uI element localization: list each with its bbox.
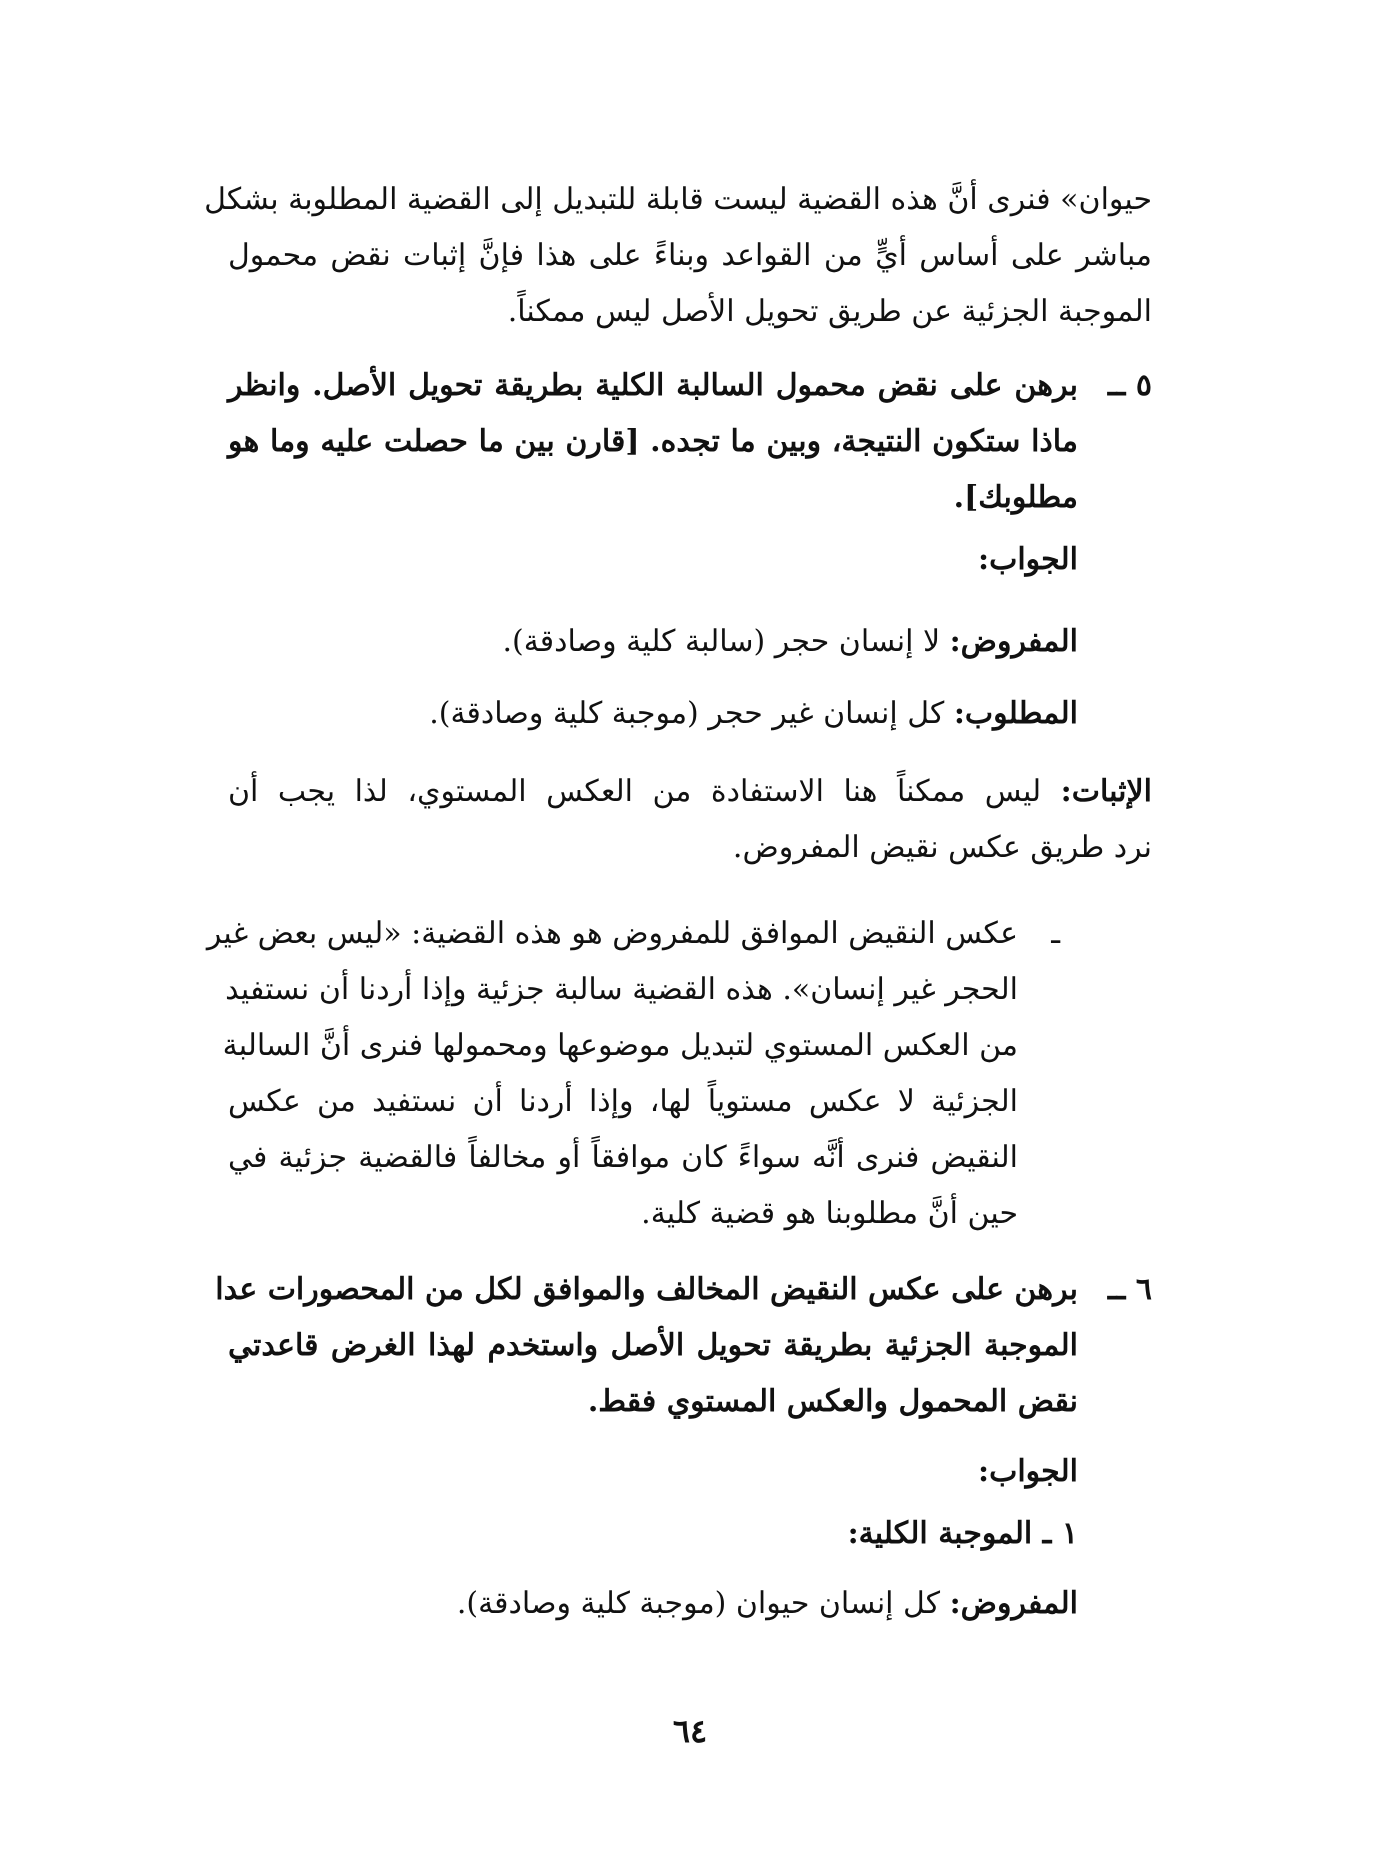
- required-label: المطلوب:: [953, 696, 1078, 731]
- bullet-line-6: حين أنَّ مطلوبنا هو قضية كلية.: [641, 1196, 1018, 1231]
- proof-text: ليس ممكناً هنا الاستفادة من العكس المستوي، لذا يجب أن: [228, 774, 1042, 809]
- intro-line-1: حيوان» فنرى أنَّ هذه القضية ليست قابلة للتبديل إلى القضية المطلوبة بشكل: [204, 182, 1152, 217]
- question-5-number: ٥ ــ: [1107, 368, 1152, 403]
- bullet-marker: ـ: [1051, 916, 1060, 951]
- bullet-line-1: عكس النقيض الموافق للمفروض هو هذه القضية: «ليس بعض غير: [206, 916, 1018, 951]
- question-6-number: ٦ ــ: [1107, 1272, 1152, 1307]
- question-6-line-1: برهن على عكس النقيض المخالف والموافق لكل من المحصورات عدا: [215, 1272, 1078, 1307]
- question-5-line-3: مطلوبك].: [953, 480, 1078, 515]
- question-5-required: [429, 686, 1078, 742]
- question-5-line-2: ماذا ستكون النتيجة، وبين ما تجده. [قارن بين ما حصلت عليه وما هو: [228, 424, 1078, 459]
- question-6-sub-heading: ١ ـ الموجبة الكلية:: [847, 1516, 1078, 1551]
- assumed-text: لا إنسان حجر (سالبة كلية وصادقة).: [502, 624, 941, 659]
- bullet-line-3: من العكس المستوي لتبديل موضوعها ومحمولها فنرى أنَّ السالبة: [222, 1028, 1018, 1063]
- question-6-assumed: [457, 1576, 1078, 1632]
- question-5-assumed: [502, 614, 1078, 670]
- question-5-line-1: برهن على نقض محمول السالبة الكلية بطريقة تحويل الأصل. وانظر: [228, 368, 1078, 403]
- intro-line-3: الموجبة الجزئية عن طريق تحويل الأصل ليس ممكناً.: [507, 294, 1152, 329]
- question-5-proof-line-2: نرد طريق عكس نقيض المفروض.: [732, 830, 1152, 865]
- assumed-label: المفروض:: [949, 1586, 1078, 1621]
- assumed-text: كل إنسان حيوان (موجبة كلية وصادقة).: [456, 1586, 941, 1621]
- bullet-line-5: النقيض فنرى أنَّه سواءً كان موافقاً أو مخالفاً فالقضية جزئية في: [228, 1140, 1018, 1175]
- assumed-label: المفروض:: [949, 624, 1078, 659]
- question-6-line-3: نقض المحمول والعكس المستوي فقط.: [587, 1384, 1078, 1419]
- bullet-line-2: الحجر غير إنسان». هذه القضية سالبة جزئية وإذا أردنا أن نستفيد: [225, 972, 1018, 1007]
- question-5-answer-label: الجواب:: [978, 542, 1078, 577]
- bullet-line-4: الجزئية لا عكس مستوياً لها، وإذا أردنا أن نستفيد من عكس: [228, 1084, 1018, 1119]
- intro-line-2: مباشر على أساس أيٍّ من القواعد وبناءً على هذا فإنَّ إثبات نقض محمول: [228, 238, 1152, 273]
- required-text: كل إنسان غير حجر (موجبة كلية وصادقة).: [429, 696, 945, 731]
- page-number: ٦٤: [672, 1712, 708, 1750]
- question-5-proof-line-1: [228, 764, 1152, 820]
- proof-label: الإثبات:: [1060, 774, 1152, 809]
- question-6-answer-label: الجواب:: [978, 1454, 1078, 1489]
- question-6-line-2: الموجبة الجزئية بطريقة تحويل الأصل واستخدم لهذا الغرض قاعدتي: [228, 1328, 1078, 1363]
